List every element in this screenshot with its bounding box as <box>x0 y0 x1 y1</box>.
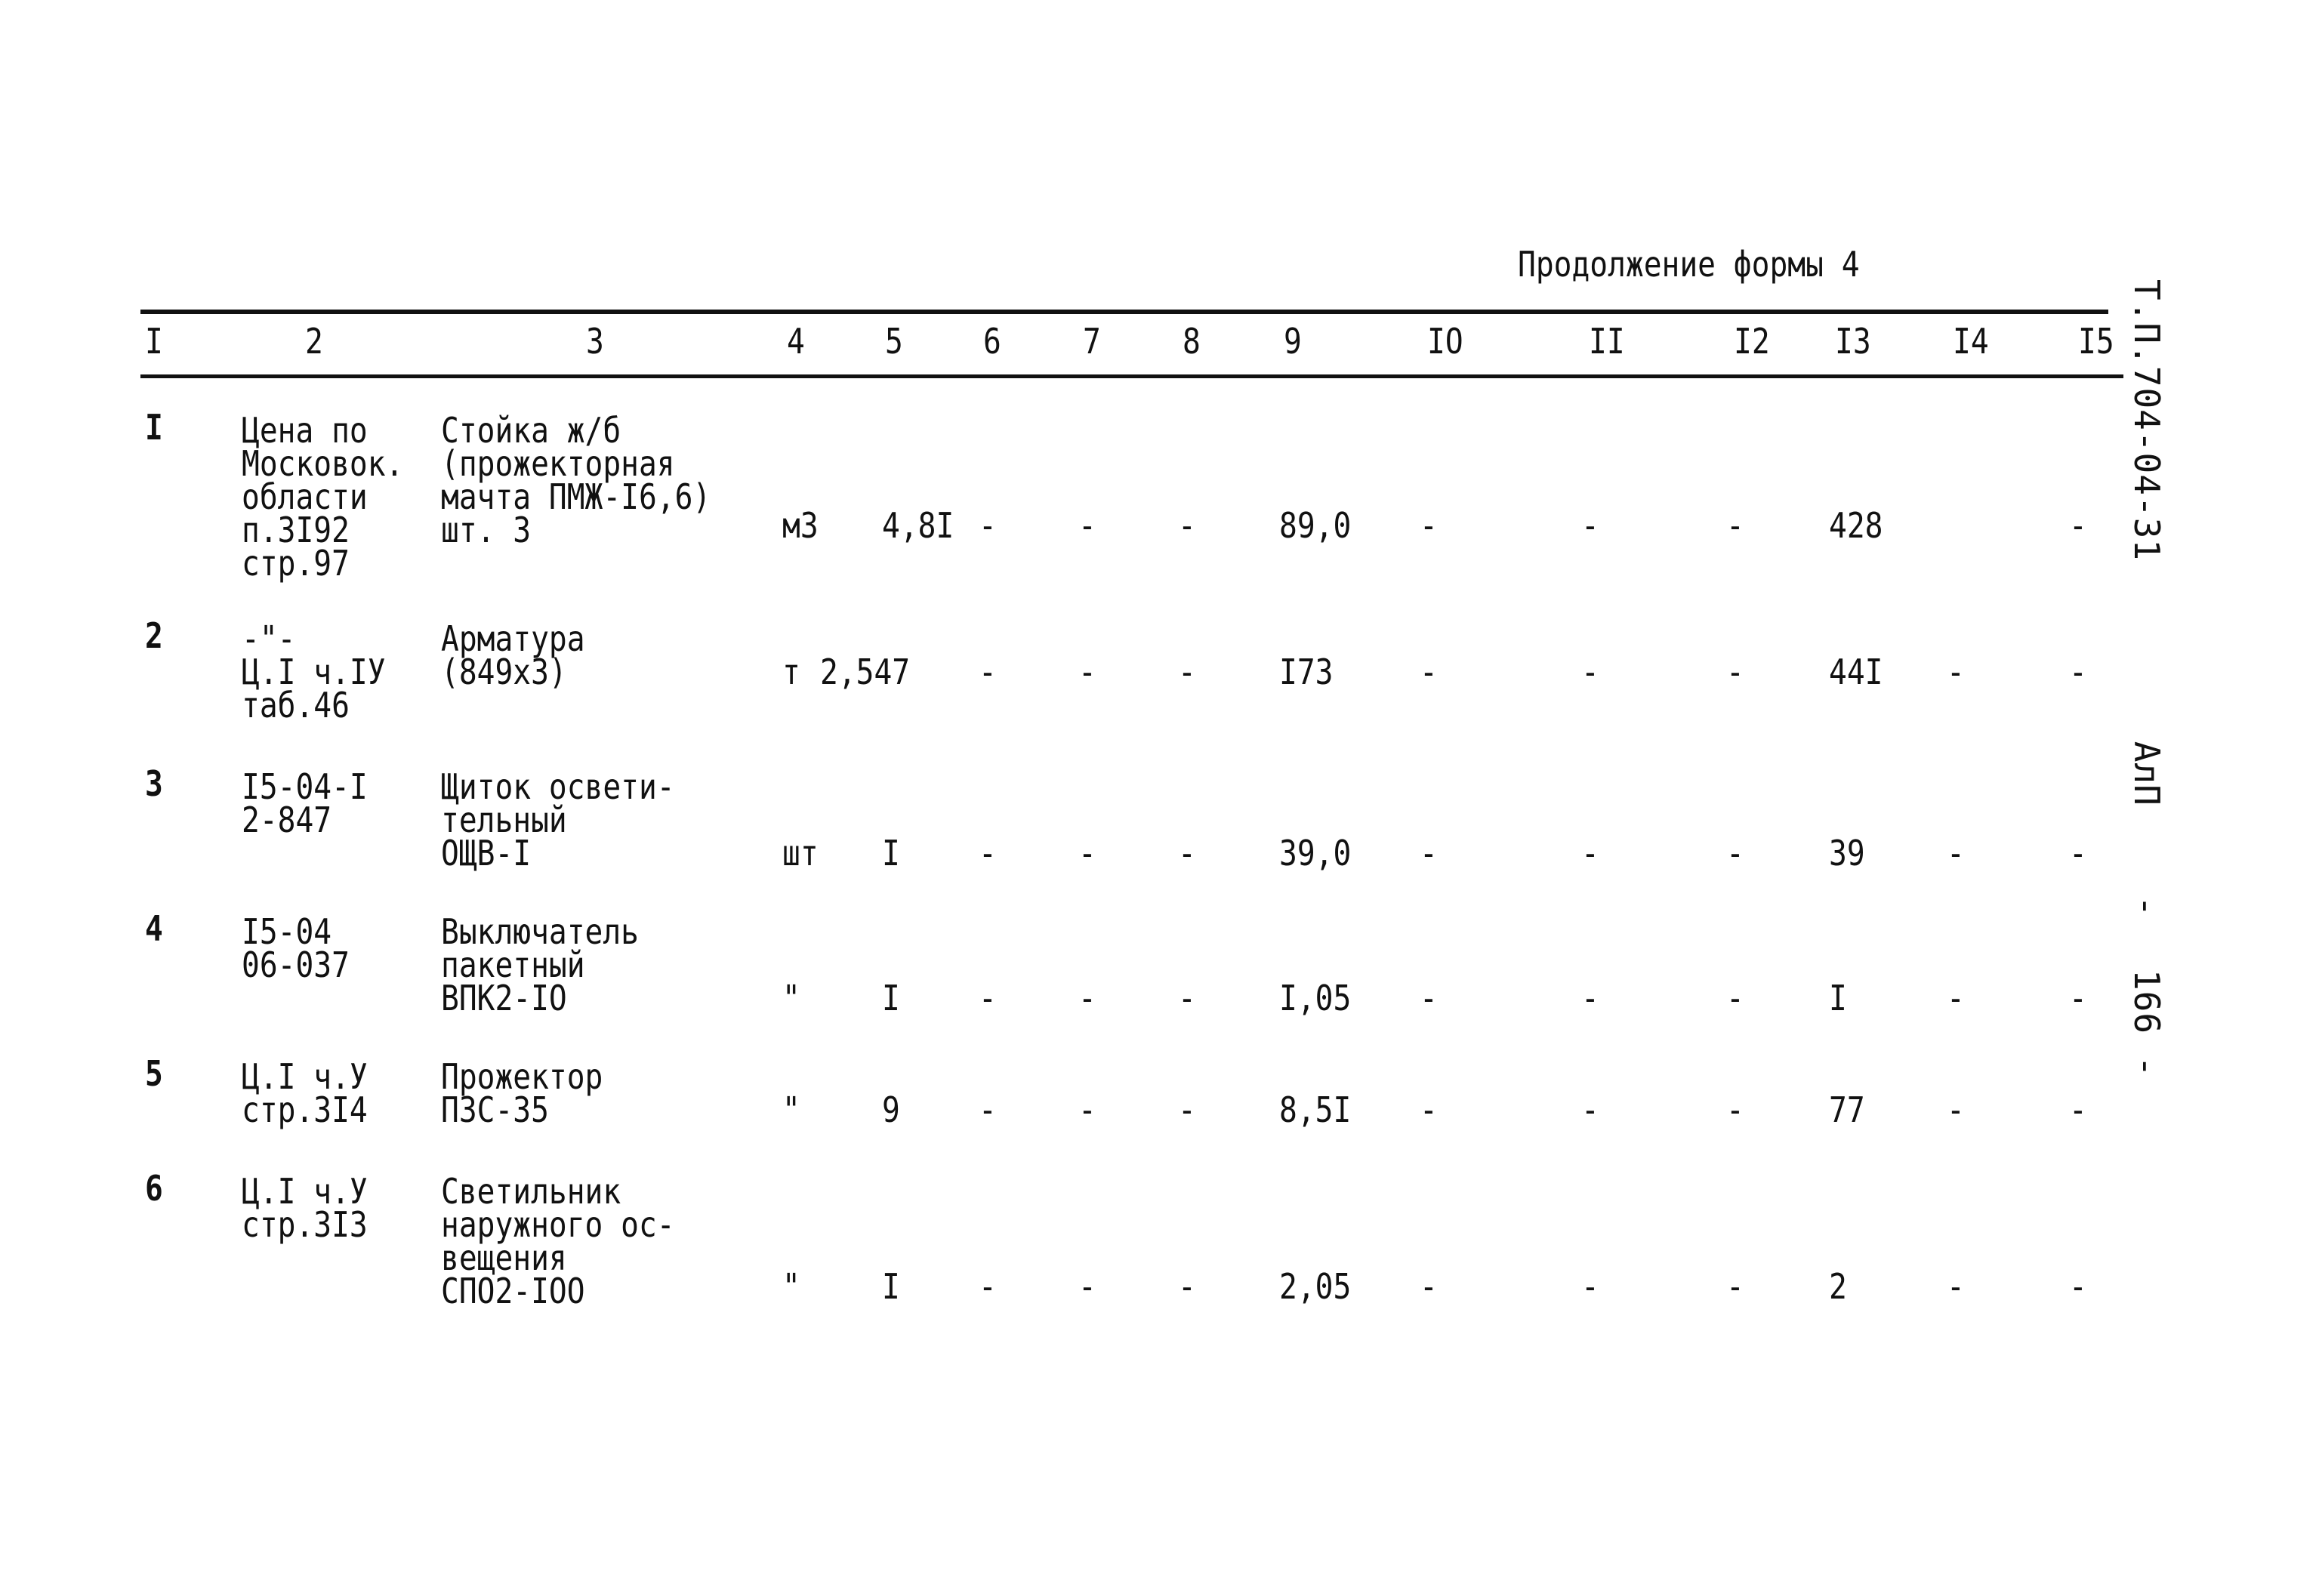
row-col-12: - <box>1726 505 1744 546</box>
row-col-10: - <box>1420 652 1438 692</box>
row-col-8: - <box>1178 833 1196 873</box>
row-col-14: - <box>1947 1089 1965 1130</box>
row-name: Щиток освети- тельный ОЩВ-I <box>441 766 675 873</box>
row-qty: 4,8I <box>882 505 954 546</box>
row-col-7: - <box>1078 978 1096 1018</box>
row-col-8: - <box>1178 1266 1196 1307</box>
row-number: 6 <box>145 1168 163 1209</box>
row-col-10: - <box>1420 833 1438 873</box>
header-col-9: 9 <box>1284 321 1302 362</box>
row-unit: " <box>782 978 800 1018</box>
row-col-13: 39 <box>1829 833 1865 873</box>
row-col-11: - <box>1581 1089 1599 1130</box>
row-col-8: - <box>1178 505 1196 546</box>
header-col-14: I4 <box>1953 321 1989 362</box>
row-col-15: - <box>2069 1266 2087 1307</box>
header-col-13: I3 <box>1835 321 1871 362</box>
row-col-13: 77 <box>1829 1089 1865 1130</box>
row-col-14: - <box>1947 833 1965 873</box>
row-col-8: - <box>1178 978 1196 1018</box>
row-qty: I <box>882 1266 900 1307</box>
header-bottom-rule <box>140 374 2123 378</box>
row-col-9: I,05 <box>1279 978 1352 1018</box>
header-col-8: 8 <box>1183 321 1201 362</box>
side-album: АлП <box>2126 741 2167 806</box>
side-doc-number: Т.П.704-04-31 <box>2126 279 2167 562</box>
row-col-10: - <box>1420 505 1438 546</box>
row-unit: " <box>782 1266 800 1307</box>
header-col-6: 6 <box>983 321 1001 362</box>
row-number: 4 <box>145 908 163 949</box>
row-name: Выключатель пакетный ВПК2-IO <box>441 911 639 1018</box>
row-col-15: - <box>2069 833 2087 873</box>
row-number: I <box>145 407 163 448</box>
side-document-code <box>2128 279 2166 1077</box>
row-col-13: 428 <box>1829 505 1883 546</box>
row-qty: 2,547 <box>820 652 911 692</box>
table-top-rule <box>140 310 2108 314</box>
row-col-6: - <box>979 833 997 873</box>
row-number: 5 <box>145 1053 163 1094</box>
row-col-7: - <box>1078 505 1096 546</box>
row-col-6: - <box>979 505 997 546</box>
row-col-9: 89,0 <box>1279 505 1352 546</box>
header-col-1: I <box>145 321 163 362</box>
row-col-7: - <box>1078 1089 1096 1130</box>
row-basis: Ц.I ч.У стр.3I3 <box>242 1171 368 1245</box>
header-col-10: IO <box>1427 321 1463 362</box>
header-col-12: I2 <box>1734 321 1770 362</box>
row-unit: т <box>782 652 800 692</box>
row-name: Арматура (849х3) <box>441 618 585 692</box>
row-col-6: - <box>979 1089 997 1130</box>
row-col-15: - <box>2069 978 2087 1018</box>
header-col-4: 4 <box>787 321 805 362</box>
row-col-15: - <box>2069 652 2087 692</box>
row-col-10: - <box>1420 1266 1438 1307</box>
row-col-11: - <box>1581 978 1599 1018</box>
row-col-9: 39,0 <box>1279 833 1352 873</box>
row-col-7: - <box>1078 652 1096 692</box>
row-number: 2 <box>145 615 163 656</box>
row-qty: I <box>882 833 900 873</box>
row-col-8: - <box>1178 652 1196 692</box>
row-basis: Цена по Московок. области п.3I92 стр.97 <box>242 410 404 584</box>
row-name: Светильник наружного ос- вещения СПО2-IOO <box>441 1171 675 1311</box>
row-col-9: 2,05 <box>1279 1266 1352 1307</box>
row-name: Стойка ж/б (прожекторная мачта ПМЖ-I6,6) шт. 3 <box>441 410 711 550</box>
row-basis: -"- Ц.I ч.IУ таб.46 <box>242 618 386 726</box>
header-col-3: 3 <box>586 321 604 362</box>
side-page-number: 166 - <box>2126 969 2167 1078</box>
row-qty: I <box>882 978 900 1018</box>
header-col-2: 2 <box>305 321 323 362</box>
header-col-5: 5 <box>885 321 903 362</box>
row-basis: I5-04-I 2-847 <box>242 766 368 840</box>
row-col-11: - <box>1581 1266 1599 1307</box>
row-col-15: - <box>2069 505 2087 546</box>
row-col-11: - <box>1581 505 1599 546</box>
row-col-7: - <box>1078 833 1096 873</box>
side-dash: - <box>2126 895 2167 918</box>
row-col-12: - <box>1726 652 1744 692</box>
header-col-15: I5 <box>2078 321 2114 362</box>
row-col-13: 2 <box>1829 1266 1847 1307</box>
row-unit: шт <box>782 833 819 873</box>
row-col-13: I <box>1829 978 1847 1018</box>
row-col-14: - <box>1947 652 1965 692</box>
row-basis: Ц.I ч.У стр.3I4 <box>242 1056 368 1130</box>
row-col-10: - <box>1420 1089 1438 1130</box>
row-unit: м3 <box>782 505 819 546</box>
row-col-7: - <box>1078 1266 1096 1307</box>
row-col-8: - <box>1178 1089 1196 1130</box>
row-col-12: - <box>1726 1266 1744 1307</box>
continuation-title: Продолжение формы 4 <box>1518 244 1860 285</box>
header-col-7: 7 <box>1083 321 1101 362</box>
row-col-9: I73 <box>1279 652 1334 692</box>
row-col-12: - <box>1726 1089 1744 1130</box>
row-qty: 9 <box>882 1089 900 1130</box>
row-number: 3 <box>145 763 163 804</box>
row-col-12: - <box>1726 978 1744 1018</box>
row-col-12: - <box>1726 833 1744 873</box>
row-col-10: - <box>1420 978 1438 1018</box>
row-col-15: - <box>2069 1089 2087 1130</box>
row-col-6: - <box>979 1266 997 1307</box>
row-col-14: - <box>1947 978 1965 1018</box>
header-col-11: II <box>1589 321 1625 362</box>
row-col-6: - <box>979 652 997 692</box>
row-col-11: - <box>1581 833 1599 873</box>
row-col-9: 8,5I <box>1279 1089 1352 1130</box>
row-col-6: - <box>979 978 997 1018</box>
row-basis: I5-04 06-037 <box>242 911 350 985</box>
row-name: Прожектор ПЗС-35 <box>441 1056 603 1130</box>
row-col-13: 44I <box>1829 652 1883 692</box>
row-unit: " <box>782 1089 800 1130</box>
row-col-11: - <box>1581 652 1599 692</box>
row-col-14: - <box>1947 1266 1965 1307</box>
